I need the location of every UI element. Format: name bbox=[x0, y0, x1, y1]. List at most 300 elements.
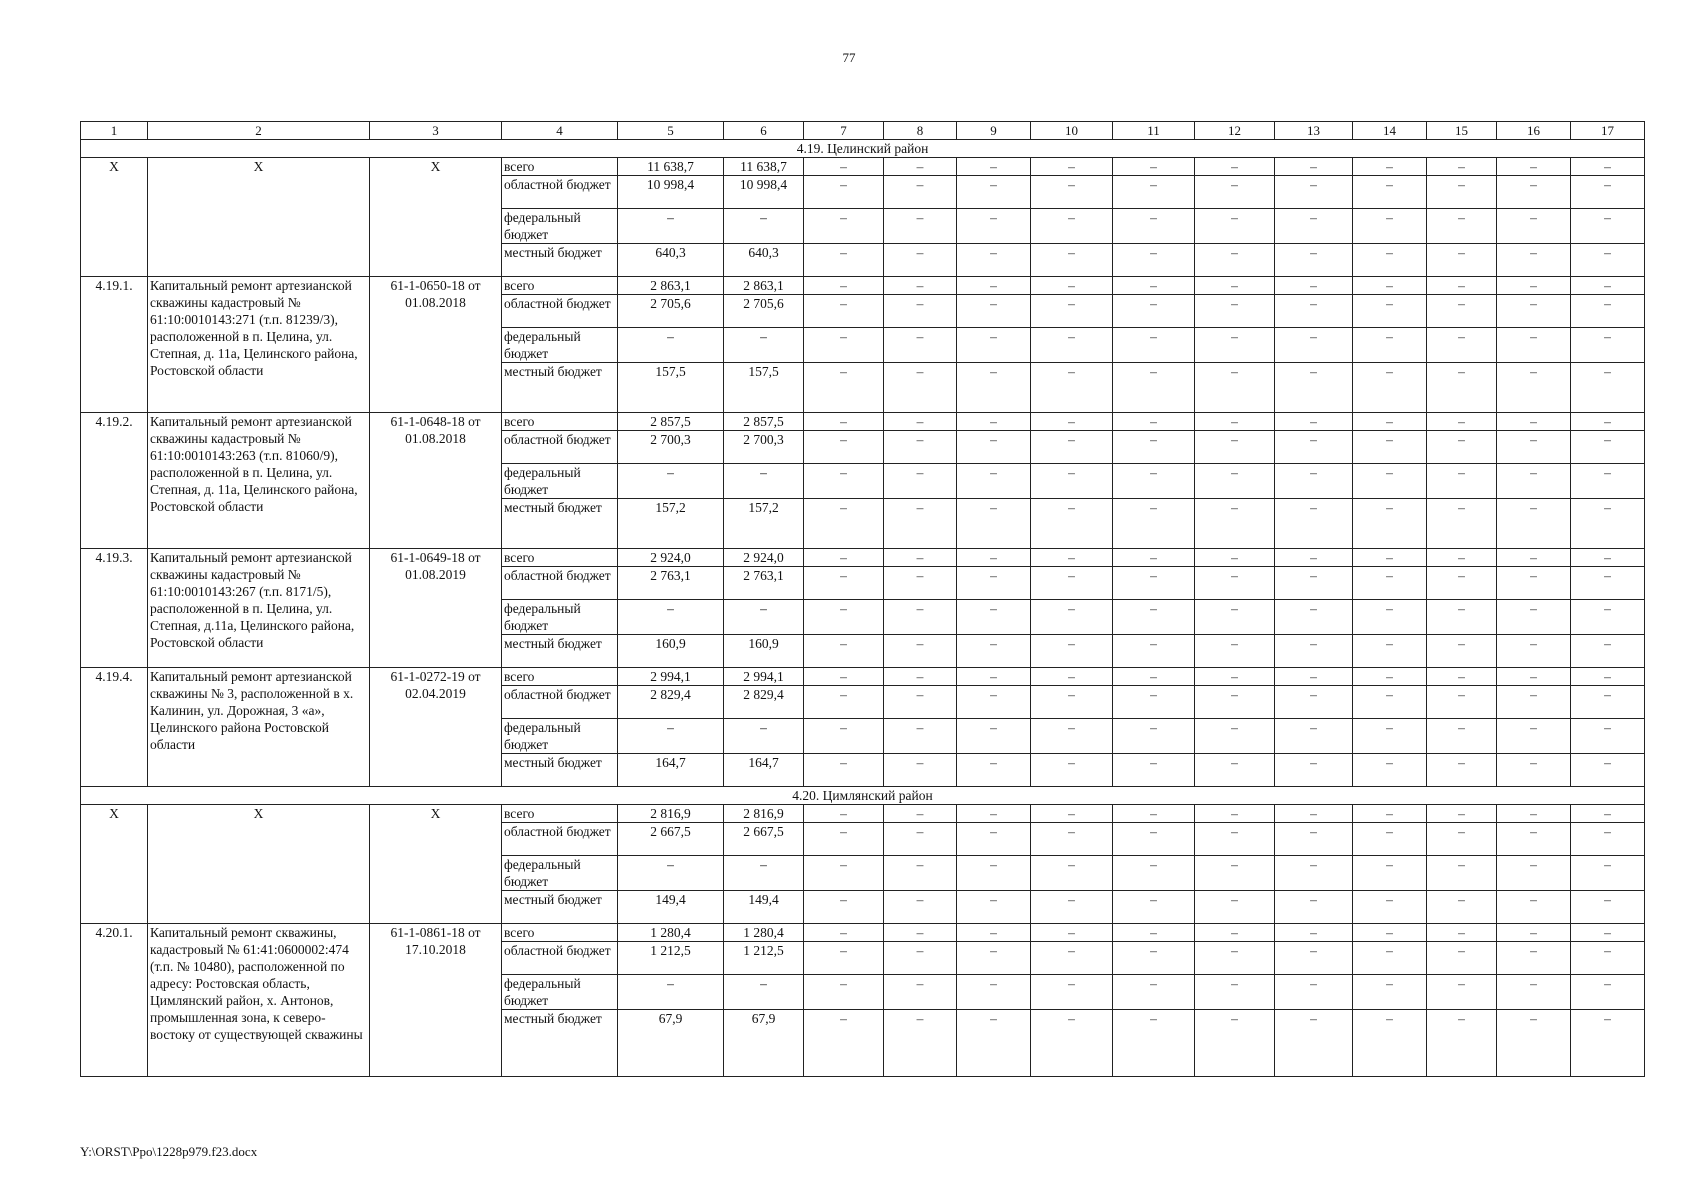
item-name: Капитальный ремонт артезианской скважины кадастровый № 61:10:0010143:263 (т.п. 81060/9), расположенной в п. Целина, ул. Степная, д. 11а, Целинского района, Ростовской области bbox=[148, 413, 370, 549]
budget-source-label: местный бюджет bbox=[502, 891, 618, 924]
value-col14: – bbox=[1353, 209, 1427, 244]
value-col9: – bbox=[957, 277, 1031, 295]
value-col7: – bbox=[804, 668, 884, 686]
section-title: 4.20. Цимлянский район bbox=[81, 787, 1645, 805]
value-col8: – bbox=[884, 176, 957, 209]
value-col11: – bbox=[1113, 823, 1195, 856]
item-document: 61-1-0650-18 от 01.08.2018 bbox=[370, 277, 502, 413]
value-col10: – bbox=[1031, 924, 1113, 942]
value-col8: – bbox=[884, 549, 957, 567]
value-col8: – bbox=[884, 158, 957, 176]
value-col9: – bbox=[957, 499, 1031, 549]
table-row bbox=[81, 924, 1645, 942]
value-col10: – bbox=[1031, 413, 1113, 431]
value-col5: 157,2 bbox=[618, 499, 724, 549]
value-col15: – bbox=[1427, 158, 1497, 176]
value-col12: – bbox=[1195, 891, 1275, 924]
table-row bbox=[81, 549, 1645, 567]
value-col12: – bbox=[1195, 295, 1275, 328]
budget-source-label: федеральный бюджет bbox=[502, 600, 618, 635]
value-col8: – bbox=[884, 924, 957, 942]
value-col13: – bbox=[1275, 856, 1353, 891]
value-col7: – bbox=[804, 567, 884, 600]
value-col5: – bbox=[618, 856, 724, 891]
value-col14: – bbox=[1353, 891, 1427, 924]
item-number: 4.19.1. bbox=[81, 277, 148, 413]
value-col9: – bbox=[957, 635, 1031, 668]
value-col11: – bbox=[1113, 635, 1195, 668]
column-header: 13 bbox=[1275, 122, 1353, 140]
value-col14: – bbox=[1353, 924, 1427, 942]
value-col13: – bbox=[1275, 668, 1353, 686]
section-row bbox=[81, 140, 1645, 158]
value-col11: – bbox=[1113, 719, 1195, 754]
item-document: Х bbox=[370, 158, 502, 277]
value-col13: – bbox=[1275, 499, 1353, 549]
value-col6: 11 638,7 bbox=[724, 158, 804, 176]
value-col6: 2 705,6 bbox=[724, 295, 804, 328]
budget-source-label: федеральный бюджет bbox=[502, 975, 618, 1010]
value-col8: – bbox=[884, 295, 957, 328]
value-col14: – bbox=[1353, 823, 1427, 856]
value-col10: – bbox=[1031, 600, 1113, 635]
value-col15: – bbox=[1427, 431, 1497, 464]
value-col5: 2 863,1 bbox=[618, 277, 724, 295]
value-col12: – bbox=[1195, 686, 1275, 719]
value-col6: 67,9 bbox=[724, 1010, 804, 1077]
value-col9: – bbox=[957, 805, 1031, 823]
value-col10: – bbox=[1031, 975, 1113, 1010]
value-col9: – bbox=[957, 328, 1031, 363]
value-col9: – bbox=[957, 942, 1031, 975]
value-col13: – bbox=[1275, 635, 1353, 668]
value-col9: – bbox=[957, 823, 1031, 856]
value-col10: – bbox=[1031, 891, 1113, 924]
value-col11: – bbox=[1113, 856, 1195, 891]
column-header: 12 bbox=[1195, 122, 1275, 140]
value-col17: – bbox=[1571, 600, 1645, 635]
value-col16: – bbox=[1497, 158, 1571, 176]
column-header: 10 bbox=[1031, 122, 1113, 140]
value-col5: 67,9 bbox=[618, 1010, 724, 1077]
value-col15: – bbox=[1427, 891, 1497, 924]
value-col16: – bbox=[1497, 549, 1571, 567]
value-col12: – bbox=[1195, 805, 1275, 823]
value-col6: 2 700,3 bbox=[724, 431, 804, 464]
value-col10: – bbox=[1031, 363, 1113, 413]
value-col13: – bbox=[1275, 754, 1353, 787]
value-col16: – bbox=[1497, 754, 1571, 787]
value-col14: – bbox=[1353, 413, 1427, 431]
value-col8: – bbox=[884, 363, 957, 413]
item-name: Капитальный ремонт артезианской скважины кадастровый № 61:10:0010143:271 (т.п. 81239/3), расположенной в п. Целина, ул. Степная, д. 11а, Целинского района, Ростовской области bbox=[148, 277, 370, 413]
budget-source-label: федеральный бюджет bbox=[502, 856, 618, 891]
value-col6: 2 667,5 bbox=[724, 823, 804, 856]
value-col8: – bbox=[884, 668, 957, 686]
value-col10: – bbox=[1031, 686, 1113, 719]
item-number: 4.19.2. bbox=[81, 413, 148, 549]
column-header: 8 bbox=[884, 122, 957, 140]
budget-source-label: федеральный бюджет bbox=[502, 328, 618, 363]
value-col15: – bbox=[1427, 635, 1497, 668]
value-col16: – bbox=[1497, 635, 1571, 668]
page-number: 77 bbox=[842, 50, 856, 65]
value-col12: – bbox=[1195, 856, 1275, 891]
value-col17: – bbox=[1571, 805, 1645, 823]
value-col14: – bbox=[1353, 856, 1427, 891]
value-col6: – bbox=[724, 328, 804, 363]
value-col5: 2 816,9 bbox=[618, 805, 724, 823]
value-col11: – bbox=[1113, 431, 1195, 464]
value-col10: – bbox=[1031, 805, 1113, 823]
table-row bbox=[81, 668, 1645, 686]
budget-source-label: областной бюджет bbox=[502, 942, 618, 975]
value-col13: – bbox=[1275, 719, 1353, 754]
value-col7: – bbox=[804, 209, 884, 244]
value-col15: – bbox=[1427, 856, 1497, 891]
value-col12: – bbox=[1195, 431, 1275, 464]
value-col6: 157,5 bbox=[724, 363, 804, 413]
value-col17: – bbox=[1571, 328, 1645, 363]
value-col6: 2 863,1 bbox=[724, 277, 804, 295]
value-col14: – bbox=[1353, 719, 1427, 754]
value-col5: – bbox=[618, 328, 724, 363]
value-col7: – bbox=[804, 719, 884, 754]
value-col11: – bbox=[1113, 413, 1195, 431]
value-col7: – bbox=[804, 413, 884, 431]
budget-source-label: федеральный бюджет bbox=[502, 464, 618, 499]
value-col15: – bbox=[1427, 600, 1497, 635]
value-col17: – bbox=[1571, 499, 1645, 549]
value-col10: – bbox=[1031, 295, 1113, 328]
value-col15: – bbox=[1427, 499, 1497, 549]
value-col14: – bbox=[1353, 975, 1427, 1010]
value-col17: – bbox=[1571, 635, 1645, 668]
value-col10: – bbox=[1031, 158, 1113, 176]
value-col11: – bbox=[1113, 549, 1195, 567]
value-col17: – bbox=[1571, 686, 1645, 719]
value-col8: – bbox=[884, 567, 957, 600]
value-col7: – bbox=[804, 277, 884, 295]
value-col13: – bbox=[1275, 295, 1353, 328]
value-col13: – bbox=[1275, 413, 1353, 431]
value-col7: – bbox=[804, 176, 884, 209]
value-col8: – bbox=[884, 464, 957, 499]
value-col14: – bbox=[1353, 431, 1427, 464]
value-col5: 10 998,4 bbox=[618, 176, 724, 209]
value-col12: – bbox=[1195, 413, 1275, 431]
value-col9: – bbox=[957, 413, 1031, 431]
value-col13: – bbox=[1275, 158, 1353, 176]
table-row bbox=[81, 158, 1645, 176]
value-col16: – bbox=[1497, 924, 1571, 942]
value-col5: – bbox=[618, 600, 724, 635]
value-col14: – bbox=[1353, 1010, 1427, 1077]
value-col11: – bbox=[1113, 328, 1195, 363]
value-col16: – bbox=[1497, 176, 1571, 209]
value-col9: – bbox=[957, 668, 1031, 686]
budget-source-label: всего bbox=[502, 668, 618, 686]
value-col5: 149,4 bbox=[618, 891, 724, 924]
value-col7: – bbox=[804, 1010, 884, 1077]
value-col14: – bbox=[1353, 549, 1427, 567]
value-col15: – bbox=[1427, 567, 1497, 600]
value-col10: – bbox=[1031, 499, 1113, 549]
value-col11: – bbox=[1113, 686, 1195, 719]
value-col7: – bbox=[804, 600, 884, 635]
value-col11: – bbox=[1113, 277, 1195, 295]
value-col17: – bbox=[1571, 464, 1645, 499]
value-col15: – bbox=[1427, 686, 1497, 719]
value-col13: – bbox=[1275, 277, 1353, 295]
value-col7: – bbox=[804, 431, 884, 464]
value-col11: – bbox=[1113, 942, 1195, 975]
value-col6: 149,4 bbox=[724, 891, 804, 924]
value-col11: – bbox=[1113, 464, 1195, 499]
value-col7: – bbox=[804, 856, 884, 891]
value-col6: 1 280,4 bbox=[724, 924, 804, 942]
header-row bbox=[81, 122, 1645, 140]
value-col16: – bbox=[1497, 891, 1571, 924]
value-col12: – bbox=[1195, 924, 1275, 942]
budget-source-label: всего bbox=[502, 924, 618, 942]
value-col11: – bbox=[1113, 1010, 1195, 1077]
value-col7: – bbox=[804, 823, 884, 856]
value-col15: – bbox=[1427, 244, 1497, 277]
budget-source-label: местный бюджет bbox=[502, 754, 618, 787]
value-col14: – bbox=[1353, 158, 1427, 176]
value-col11: – bbox=[1113, 176, 1195, 209]
value-col12: – bbox=[1195, 754, 1275, 787]
value-col13: – bbox=[1275, 1010, 1353, 1077]
value-col12: – bbox=[1195, 328, 1275, 363]
item-name: Капитальный ремонт артезианской скважины № 3, расположенной в х. Калинин, ул. Дорожная, 3 «а», Целинского района Ростовской области bbox=[148, 668, 370, 787]
value-col12: – bbox=[1195, 975, 1275, 1010]
item-number: Х bbox=[81, 158, 148, 277]
value-col15: – bbox=[1427, 295, 1497, 328]
value-col16: – bbox=[1497, 413, 1571, 431]
value-col7: – bbox=[804, 363, 884, 413]
value-col17: – bbox=[1571, 891, 1645, 924]
item-document: 61-1-0649-18 от 01.08.2019 bbox=[370, 549, 502, 668]
value-col10: – bbox=[1031, 209, 1113, 244]
value-col13: – bbox=[1275, 942, 1353, 975]
value-col7: – bbox=[804, 754, 884, 787]
value-col9: – bbox=[957, 719, 1031, 754]
value-col14: – bbox=[1353, 277, 1427, 295]
value-col17: – bbox=[1571, 975, 1645, 1010]
value-col6: 160,9 bbox=[724, 635, 804, 668]
value-col9: – bbox=[957, 754, 1031, 787]
value-col14: – bbox=[1353, 600, 1427, 635]
value-col9: – bbox=[957, 464, 1031, 499]
value-col13: – bbox=[1275, 244, 1353, 277]
budget-source-label: областной бюджет bbox=[502, 176, 618, 209]
value-col15: – bbox=[1427, 924, 1497, 942]
value-col10: – bbox=[1031, 328, 1113, 363]
value-col16: – bbox=[1497, 805, 1571, 823]
item-document: 61-1-0861-18 от 17.10.2018 bbox=[370, 924, 502, 1077]
value-col9: – bbox=[957, 295, 1031, 328]
value-col12: – bbox=[1195, 1010, 1275, 1077]
value-col16: – bbox=[1497, 277, 1571, 295]
value-col16: – bbox=[1497, 328, 1571, 363]
value-col12: – bbox=[1195, 719, 1275, 754]
value-col11: – bbox=[1113, 600, 1195, 635]
value-col9: – bbox=[957, 431, 1031, 464]
value-col14: – bbox=[1353, 805, 1427, 823]
value-col7: – bbox=[804, 891, 884, 924]
value-col9: – bbox=[957, 244, 1031, 277]
value-col11: – bbox=[1113, 244, 1195, 277]
item-document: 61-1-0648-18 от 01.08.2018 bbox=[370, 413, 502, 549]
value-col13: – bbox=[1275, 464, 1353, 499]
value-col11: – bbox=[1113, 295, 1195, 328]
value-col12: – bbox=[1195, 549, 1275, 567]
column-header: 15 bbox=[1427, 122, 1497, 140]
value-col12: – bbox=[1195, 209, 1275, 244]
value-col5: 2 705,6 bbox=[618, 295, 724, 328]
footer-file-path: Y:\ORST\Ppo\1228p979.f23.docx bbox=[80, 1144, 258, 1159]
value-col5: 640,3 bbox=[618, 244, 724, 277]
value-col13: – bbox=[1275, 363, 1353, 413]
value-col11: – bbox=[1113, 668, 1195, 686]
value-col8: – bbox=[884, 499, 957, 549]
value-col5: 2 994,1 bbox=[618, 668, 724, 686]
value-col6: – bbox=[724, 975, 804, 1010]
value-col8: – bbox=[884, 942, 957, 975]
value-col14: – bbox=[1353, 567, 1427, 600]
value-col17: – bbox=[1571, 856, 1645, 891]
value-col14: – bbox=[1353, 176, 1427, 209]
value-col5: – bbox=[618, 464, 724, 499]
value-col16: – bbox=[1497, 567, 1571, 600]
value-col10: – bbox=[1031, 567, 1113, 600]
value-col7: – bbox=[804, 499, 884, 549]
value-col8: – bbox=[884, 277, 957, 295]
value-col17: – bbox=[1571, 295, 1645, 328]
value-col6: 640,3 bbox=[724, 244, 804, 277]
value-col15: – bbox=[1427, 668, 1497, 686]
budget-source-label: федеральный бюджет bbox=[502, 209, 618, 244]
item-number: 4.19.4. bbox=[81, 668, 148, 787]
value-col17: – bbox=[1571, 277, 1645, 295]
value-col17: – bbox=[1571, 549, 1645, 567]
value-col8: – bbox=[884, 805, 957, 823]
value-col8: – bbox=[884, 413, 957, 431]
value-col5: 2 857,5 bbox=[618, 413, 724, 431]
budget-source-label: областной бюджет bbox=[502, 823, 618, 856]
value-col9: – bbox=[957, 176, 1031, 209]
value-col14: – bbox=[1353, 499, 1427, 549]
value-col17: – bbox=[1571, 176, 1645, 209]
value-col6: – bbox=[724, 719, 804, 754]
value-col10: – bbox=[1031, 668, 1113, 686]
item-name: Х bbox=[148, 805, 370, 924]
value-col16: – bbox=[1497, 600, 1571, 635]
budget-source-label: областной бюджет bbox=[502, 686, 618, 719]
value-col16: – bbox=[1497, 464, 1571, 499]
value-col17: – bbox=[1571, 363, 1645, 413]
table-row bbox=[81, 413, 1645, 431]
value-col12: – bbox=[1195, 464, 1275, 499]
value-col10: – bbox=[1031, 719, 1113, 754]
value-col12: – bbox=[1195, 244, 1275, 277]
table-row bbox=[81, 805, 1645, 823]
value-col9: – bbox=[957, 924, 1031, 942]
value-col5: 2 829,4 bbox=[618, 686, 724, 719]
value-col8: – bbox=[884, 244, 957, 277]
column-header: 7 bbox=[804, 122, 884, 140]
column-header: 11 bbox=[1113, 122, 1195, 140]
value-col15: – bbox=[1427, 464, 1497, 499]
value-col11: – bbox=[1113, 754, 1195, 787]
value-col5: 160,9 bbox=[618, 635, 724, 668]
value-col12: – bbox=[1195, 567, 1275, 600]
value-col17: – bbox=[1571, 823, 1645, 856]
budget-source-label: местный бюджет bbox=[502, 244, 618, 277]
value-col12: – bbox=[1195, 499, 1275, 549]
value-col10: – bbox=[1031, 431, 1113, 464]
value-col13: – bbox=[1275, 431, 1353, 464]
value-col6: 2 763,1 bbox=[724, 567, 804, 600]
value-col11: – bbox=[1113, 363, 1195, 413]
value-col8: – bbox=[884, 431, 957, 464]
value-col15: – bbox=[1427, 942, 1497, 975]
value-col17: – bbox=[1571, 1010, 1645, 1077]
value-col5: 164,7 bbox=[618, 754, 724, 787]
value-col17: – bbox=[1571, 719, 1645, 754]
value-col16: – bbox=[1497, 668, 1571, 686]
value-col7: – bbox=[804, 158, 884, 176]
value-col11: – bbox=[1113, 805, 1195, 823]
value-col13: – bbox=[1275, 549, 1353, 567]
column-header: 9 bbox=[957, 122, 1031, 140]
value-col16: – bbox=[1497, 686, 1571, 719]
value-col16: – bbox=[1497, 363, 1571, 413]
value-col6: – bbox=[724, 209, 804, 244]
value-col15: – bbox=[1427, 176, 1497, 209]
value-col9: – bbox=[957, 891, 1031, 924]
table-row bbox=[81, 277, 1645, 295]
value-col15: – bbox=[1427, 805, 1497, 823]
value-col5: 2 667,5 bbox=[618, 823, 724, 856]
value-col8: – bbox=[884, 686, 957, 719]
value-col16: – bbox=[1497, 244, 1571, 277]
value-col6: 157,2 bbox=[724, 499, 804, 549]
column-header: 5 bbox=[618, 122, 724, 140]
value-col7: – bbox=[804, 549, 884, 567]
item-number: 4.20.1. bbox=[81, 924, 148, 1077]
value-col8: – bbox=[884, 719, 957, 754]
column-header: 16 bbox=[1497, 122, 1571, 140]
value-col13: – bbox=[1275, 686, 1353, 719]
value-col16: – bbox=[1497, 295, 1571, 328]
budget-source-label: всего bbox=[502, 413, 618, 431]
column-header: 2 bbox=[148, 122, 370, 140]
value-col8: – bbox=[884, 975, 957, 1010]
value-col12: – bbox=[1195, 942, 1275, 975]
item-document: 61-1-0272-19 от 02.04.2019 bbox=[370, 668, 502, 787]
value-col6: 2 816,9 bbox=[724, 805, 804, 823]
value-col9: – bbox=[957, 158, 1031, 176]
value-col14: – bbox=[1353, 328, 1427, 363]
budget-source-label: всего bbox=[502, 158, 618, 176]
value-col10: – bbox=[1031, 277, 1113, 295]
value-col10: – bbox=[1031, 823, 1113, 856]
value-col15: – bbox=[1427, 277, 1497, 295]
value-col14: – bbox=[1353, 295, 1427, 328]
